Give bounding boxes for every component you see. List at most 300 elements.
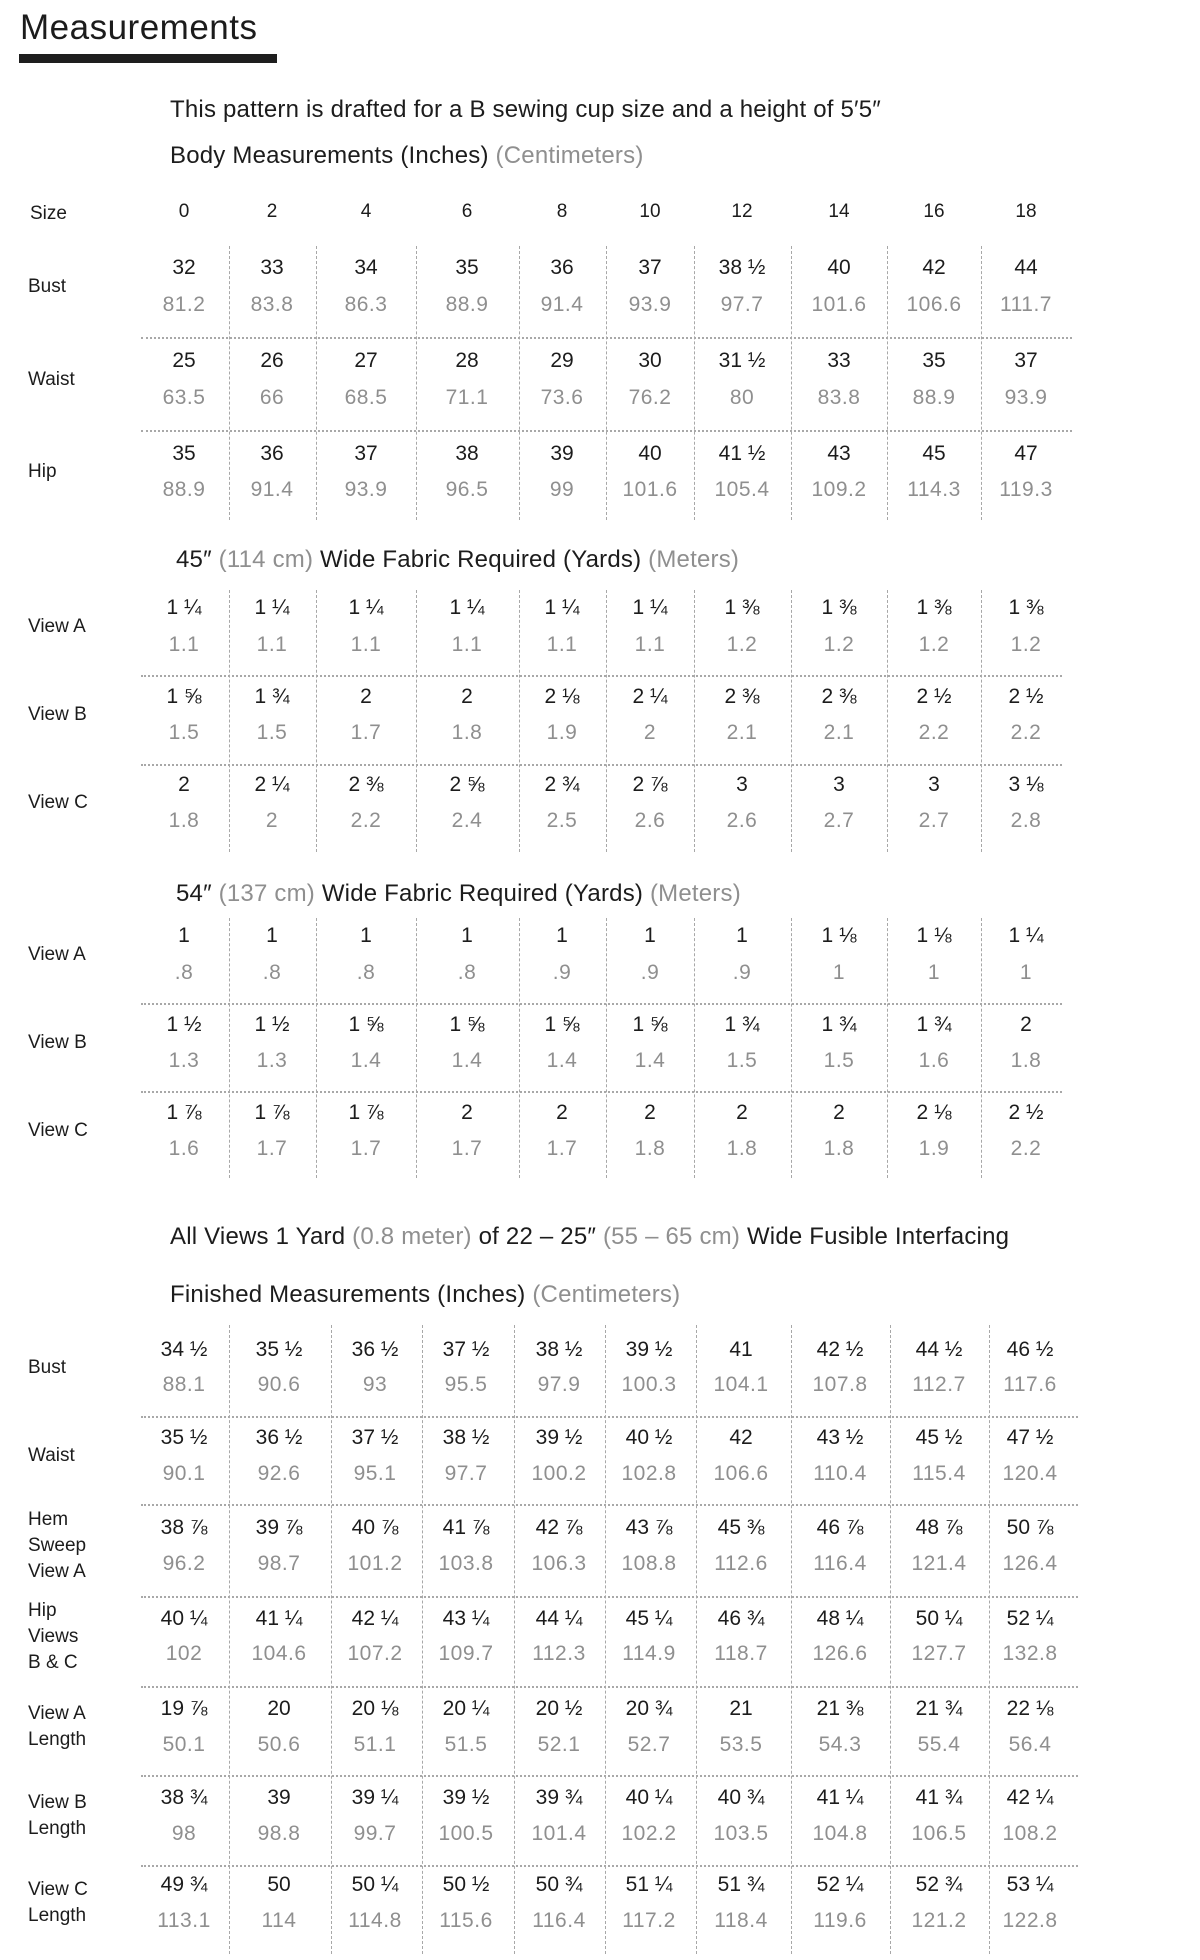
imperial-value: 33: [827, 349, 851, 372]
metric-value: 90.1: [162, 1462, 206, 1485]
imperial-value: 2 ⅛: [544, 685, 580, 708]
imperial-value: 35: [172, 442, 196, 465]
metric-value: 98: [171, 1822, 197, 1845]
metric-value: 120.4: [1002, 1462, 1058, 1485]
imperial-value: 2 ¼: [632, 685, 668, 708]
imperial-value: 2: [833, 1101, 845, 1124]
column-divider: [316, 590, 317, 852]
row-divider: [141, 1504, 1078, 1506]
column-divider: [229, 1325, 230, 1954]
metric-value: 2.2: [1010, 1137, 1042, 1160]
metric-value: 114: [261, 1909, 297, 1932]
metric-value: 1.7: [350, 721, 382, 744]
imperial-value: 45: [922, 442, 946, 465]
column-divider: [887, 590, 888, 852]
metric-value: 1.9: [918, 1137, 950, 1160]
imperial-value: 1: [461, 924, 473, 947]
metric-value: 1.7: [350, 1137, 382, 1160]
column-divider: [229, 246, 230, 520]
metric-value: 2.2: [918, 721, 950, 744]
metric-value: 1.8: [726, 1137, 758, 1160]
imperial-value: 2 ¼: [254, 773, 290, 796]
metric-value: 2.1: [726, 721, 758, 744]
row-label: [28, 274, 66, 300]
column-divider: [791, 918, 792, 1178]
imperial-value: 36 ½: [351, 1338, 399, 1361]
imperial-value: 45 ½: [915, 1426, 963, 1449]
imperial-value: 3 ⅛: [1008, 773, 1044, 796]
column-divider: [606, 918, 607, 1178]
imperial-value: 26: [260, 349, 284, 372]
metric-value: 102: [165, 1642, 203, 1665]
imperial-value: 40 ⅞: [351, 1516, 399, 1539]
fabric-54-heading: [176, 879, 741, 909]
imperial-value: 32: [172, 256, 196, 279]
size-header: 4: [360, 201, 372, 222]
metric-value: 1.6: [168, 1137, 200, 1160]
metric-value: .9: [732, 961, 752, 984]
metric-value: 1.8: [168, 809, 200, 832]
metric-value: 1.5: [823, 1049, 855, 1072]
imperial-value: 40 ¼: [160, 1607, 208, 1630]
metric-value: 81.2: [162, 293, 206, 316]
column-divider: [316, 246, 317, 520]
imperial-value: 34: [354, 256, 378, 279]
metric-value: 1.4: [546, 1049, 578, 1072]
imperial-value: 37 ½: [442, 1338, 490, 1361]
metric-value: 100.3: [621, 1373, 677, 1396]
imperial-value: 41 ¼: [255, 1607, 303, 1630]
metric-value: 104.8: [812, 1822, 868, 1845]
heading-metric-part: (55 – 65 cm): [602, 1223, 747, 1250]
imperial-value: 2: [461, 1101, 473, 1124]
imperial-value: 1 ¼: [449, 596, 485, 619]
metric-value: 88.9: [912, 386, 956, 409]
row-label-line: Sweep: [28, 1535, 87, 1556]
column-divider: [416, 918, 417, 1178]
metric-value: 83.8: [817, 386, 861, 409]
imperial-value: 44 ½: [915, 1338, 963, 1361]
row-divider: [141, 1091, 1062, 1093]
metric-value: 1: [927, 961, 941, 984]
page-title: Measurements: [20, 8, 258, 47]
pattern-intro: This pattern is drafted for a B sewing cup size and a height of 5′5″: [170, 96, 881, 123]
metric-value: 103.5: [713, 1822, 769, 1845]
metric-value: 95.5: [444, 1373, 488, 1396]
metric-value: 2.5: [546, 809, 578, 832]
imperial-value: 1 ⅜: [821, 596, 857, 619]
imperial-value: 50 ¼: [915, 1607, 963, 1630]
imperial-value: 35: [455, 256, 479, 279]
heading-part: All Views 1 Yard: [170, 1223, 353, 1250]
metric-value: 1.5: [168, 721, 200, 744]
metric-value: 1: [832, 961, 846, 984]
imperial-value: 20 ⅛: [351, 1697, 399, 1720]
imperial-value: 2: [178, 773, 190, 796]
metric-value: 119.6: [813, 1909, 867, 1932]
metric-value: 96.2: [162, 1552, 206, 1575]
imperial-value: 40 ½: [625, 1426, 673, 1449]
imperial-value: 48 ⅞: [915, 1516, 963, 1539]
column-divider: [519, 590, 520, 852]
row-label-line: View B: [28, 704, 87, 725]
metric-value: 117.6: [1003, 1373, 1057, 1396]
imperial-value: 48 ¼: [816, 1607, 864, 1630]
metric-value: 1.7: [451, 1137, 483, 1160]
imperial-value: 2: [1020, 1013, 1032, 1036]
metric-value: 110.4: [813, 1462, 867, 1485]
imperial-value: 40: [827, 256, 851, 279]
imperial-value: 39 ½: [442, 1786, 490, 1809]
metric-value: 71.1: [445, 386, 489, 409]
row-label-line: Waist: [28, 368, 75, 390]
imperial-value: 1 ⅞: [254, 1101, 290, 1124]
metric-value: 118.7: [714, 1642, 768, 1665]
imperial-value: 39 ½: [625, 1338, 673, 1361]
imperial-value: 38: [455, 442, 479, 465]
metric-value: 1.1: [350, 633, 382, 656]
row-divider: [141, 764, 1062, 766]
metric-value: 114.8: [348, 1909, 402, 1932]
row-label-line: Length: [28, 1818, 87, 1839]
row-label-line: View C: [28, 792, 88, 813]
imperial-value: 46 ½: [1006, 1338, 1054, 1361]
imperial-value: 28: [455, 349, 479, 372]
metric-value: 100.5: [438, 1822, 494, 1845]
metric-value: 112.7: [912, 1373, 966, 1396]
row-label: [28, 1877, 88, 1929]
metric-value: 90.6: [257, 1373, 301, 1396]
metric-value: 73.6: [540, 386, 584, 409]
imperial-value: 1 ¼: [544, 596, 580, 619]
imperial-value: 47: [1014, 442, 1038, 465]
metric-value: 2.2: [350, 809, 382, 832]
metric-value: 51.1: [353, 1733, 397, 1756]
imperial-value: 20 ½: [535, 1697, 583, 1720]
metric-value: 103.8: [438, 1552, 494, 1575]
imperial-value: 2: [556, 1101, 568, 1124]
imperial-value: 31 ½: [718, 349, 766, 372]
column-divider: [519, 246, 520, 520]
imperial-value: 33: [260, 256, 284, 279]
metric-value: 112.6: [714, 1552, 768, 1575]
metric-value: 1.8: [823, 1137, 855, 1160]
row-label: [28, 1355, 66, 1381]
metric-value: 2.6: [634, 809, 666, 832]
metric-value: 114.9: [622, 1642, 676, 1665]
metric-value: .8: [457, 961, 477, 984]
imperial-value: 2 ⅜: [348, 773, 384, 796]
metric-value: .9: [640, 961, 660, 984]
heading-inches: Finished Measurements (Inches): [170, 1281, 526, 1308]
metric-value: 99.7: [353, 1822, 397, 1845]
imperial-value: 25: [172, 349, 196, 372]
imperial-value: 46 ⅞: [816, 1516, 864, 1539]
row-label: [28, 1790, 87, 1842]
metric-value: 122.8: [1002, 1909, 1058, 1932]
imperial-value: 2 ⅝: [449, 773, 485, 796]
row-label: [28, 1507, 86, 1585]
imperial-value: 1 ⅝: [544, 1013, 580, 1036]
row-label: [28, 702, 87, 728]
heading-part: 54″: [176, 880, 219, 907]
metric-value: 98.8: [257, 1822, 301, 1845]
metric-value: 1.2: [918, 633, 950, 656]
metric-value: 1.7: [256, 1137, 288, 1160]
metric-value: 114.3: [907, 478, 961, 501]
imperial-value: 2 ⅛: [916, 1101, 952, 1124]
row-label: [28, 1030, 87, 1056]
metric-value: 116.4: [532, 1909, 586, 1932]
metric-value: 112.3: [532, 1642, 586, 1665]
metric-value: 97.7: [720, 293, 764, 316]
row-label-line: Waist: [28, 1445, 75, 1466]
metric-value: 104.1: [713, 1373, 769, 1396]
imperial-value: 20: [267, 1697, 291, 1720]
metric-value: 104.6: [251, 1642, 307, 1665]
imperial-value: 1 ¼: [632, 596, 668, 619]
imperial-value: 2 ½: [916, 685, 952, 708]
imperial-value: 38 ⅞: [160, 1516, 208, 1539]
imperial-value: 1 ¼: [1008, 924, 1044, 947]
metric-value: 93: [362, 1373, 388, 1396]
row-divider: [141, 1003, 1062, 1005]
imperial-value: 2: [360, 685, 372, 708]
metric-value: 116.4: [813, 1552, 867, 1575]
metric-value: 1.4: [634, 1049, 666, 1072]
column-divider: [887, 918, 888, 1178]
imperial-value: 21 ¾: [915, 1697, 963, 1720]
row-label-line: View A: [28, 943, 86, 965]
imperial-value: 1 ¾: [254, 685, 290, 708]
metric-value: 88.1: [162, 1373, 206, 1396]
imperial-value: 51 ¾: [717, 1873, 765, 1896]
imperial-value: 3: [928, 773, 940, 796]
row-label-line: View C: [28, 1879, 88, 1900]
metric-value: 55.4: [917, 1733, 961, 1756]
imperial-value: 1 ⅜: [724, 596, 760, 619]
metric-value: 1.2: [1010, 633, 1042, 656]
column-divider: [416, 246, 417, 520]
metric-value: 68.5: [344, 386, 388, 409]
size-header: 12: [731, 201, 753, 222]
imperial-value: 1: [736, 924, 748, 947]
metric-value: 96.5: [445, 478, 489, 501]
imperial-value: 50 ¼: [351, 1873, 399, 1896]
row-divider: [141, 1775, 1078, 1777]
imperial-value: 39 ½: [535, 1426, 583, 1449]
imperial-value: 46 ¾: [717, 1607, 765, 1630]
imperial-value: 37 ½: [351, 1426, 399, 1449]
heading-part: Wide Fabric Required (Yards): [321, 880, 650, 907]
heading-inches: Body Measurements (Inches): [170, 142, 489, 169]
imperial-value: 51 ¼: [625, 1873, 673, 1896]
imperial-value: 39: [267, 1786, 291, 1809]
imperial-value: 2 ½: [1008, 685, 1044, 708]
imperial-value: 40 ¼: [625, 1786, 673, 1809]
metric-value: .8: [174, 961, 194, 984]
imperial-value: 1 ¼: [348, 596, 384, 619]
metric-value: 97.7: [444, 1462, 488, 1485]
imperial-value: 3: [833, 773, 845, 796]
metric-value: 109.7: [438, 1642, 494, 1665]
imperial-value: 50 ⅞: [1006, 1516, 1054, 1539]
imperial-value: 44: [1014, 256, 1038, 279]
metric-value: 105.4: [714, 478, 770, 501]
metric-value: 1.6: [918, 1049, 950, 1072]
column-divider: [316, 918, 317, 1178]
imperial-value: 21 ⅜: [816, 1697, 864, 1720]
metric-value: 108.2: [1002, 1822, 1058, 1845]
imperial-value: 1 ⅛: [916, 924, 952, 947]
metric-value: 91.4: [250, 478, 294, 501]
heading-centimeters: (Centimeters): [495, 142, 644, 169]
metric-value: 1.9: [546, 721, 578, 744]
metric-value: 118.4: [714, 1909, 768, 1932]
column-divider: [989, 1325, 990, 1954]
row-label: [28, 1118, 88, 1144]
row-label-line: View A: [28, 1703, 86, 1724]
row-label: [28, 942, 86, 968]
row-label-line: Length: [28, 1729, 87, 1750]
imperial-value: 2 ⅜: [821, 685, 857, 708]
imperial-value: 1: [644, 924, 656, 947]
imperial-value: 2 ¾: [544, 773, 580, 796]
metric-value: 111.7: [1000, 293, 1052, 316]
imperial-value: 35: [922, 349, 946, 372]
imperial-value: 1 ⅝: [449, 1013, 485, 1036]
metric-value: 93.9: [1004, 386, 1048, 409]
metric-value: 53.5: [719, 1733, 763, 1756]
metric-value: 98.7: [257, 1552, 301, 1575]
imperial-value: 29: [550, 349, 574, 372]
metric-value: 126.6: [812, 1642, 868, 1665]
metric-value: 106.5: [911, 1822, 967, 1845]
metric-value: 51.5: [444, 1733, 488, 1756]
metric-value: 106.3: [531, 1552, 587, 1575]
metric-value: 88.9: [445, 293, 489, 316]
column-divider: [887, 246, 888, 520]
imperial-value: 1 ¾: [916, 1013, 952, 1036]
metric-value: 101.4: [531, 1822, 587, 1845]
metric-value: 56.4: [1008, 1733, 1052, 1756]
row-label-line: View A: [28, 1561, 86, 1582]
imperial-value: 42: [729, 1426, 753, 1449]
metric-value: 2.8: [1010, 809, 1042, 832]
metric-value: 115.6: [439, 1909, 493, 1932]
imperial-value: 37: [638, 256, 662, 279]
metric-value: 1.1: [256, 633, 288, 656]
imperial-value: 42 ¼: [351, 1607, 399, 1630]
metric-value: .8: [356, 961, 376, 984]
metric-value: 99: [549, 478, 575, 501]
row-label-line: Bust: [28, 1356, 67, 1378]
imperial-value: 34 ½: [160, 1338, 208, 1361]
imperial-value: 1: [266, 924, 278, 947]
size-header: 14: [828, 201, 850, 222]
imperial-value: 39 ⅞: [255, 1516, 303, 1539]
metric-value: 66: [259, 386, 285, 409]
imperial-value: 1 ¾: [724, 1013, 760, 1036]
imperial-value: 1: [178, 924, 190, 947]
imperial-value: 1 ⅝: [166, 685, 202, 708]
heading-part: Wide Fabric Required (Yards): [320, 546, 649, 573]
imperial-value: 52 ¼: [1006, 1607, 1054, 1630]
column-divider: [791, 1325, 792, 1954]
column-divider: [890, 1325, 891, 1954]
metric-value: 127.7: [911, 1642, 967, 1665]
imperial-value: 2: [736, 1101, 748, 1124]
column-divider: [331, 1325, 332, 1954]
metric-value: 117.2: [622, 1909, 676, 1932]
row-label-line: Hem: [28, 1509, 69, 1530]
imperial-value: 52 ¼: [816, 1873, 864, 1896]
imperial-value: 41: [729, 1338, 753, 1361]
metric-value: 101.6: [811, 293, 867, 316]
row-divider: [141, 1596, 1078, 1598]
metric-value: 1.5: [256, 721, 288, 744]
imperial-value: 2 ½: [1008, 1101, 1044, 1124]
imperial-value: 43 ½: [816, 1426, 864, 1449]
metric-value: 1: [1019, 961, 1033, 984]
row-label-line: Hip: [28, 1599, 57, 1621]
imperial-value: 50 ½: [442, 1873, 490, 1896]
metric-value: 95.1: [353, 1462, 397, 1485]
column-divider: [422, 1325, 423, 1954]
metric-value: 80: [729, 386, 755, 409]
imperial-value: 38 ½: [718, 256, 766, 279]
imperial-value: 36 ½: [255, 1426, 303, 1449]
imperial-value: 1 ½: [254, 1013, 290, 1036]
metric-value: 1.7: [546, 1137, 578, 1160]
imperial-value: 1 ⅜: [1008, 596, 1044, 619]
metric-value: 2.7: [918, 809, 950, 832]
row-divider: [141, 1686, 1078, 1688]
row-divider: [141, 1416, 1078, 1418]
metric-value: 91.4: [540, 293, 584, 316]
metric-value: 1.4: [451, 1049, 483, 1072]
heading-centimeters: (Centimeters): [532, 1281, 681, 1308]
column-divider: [981, 918, 982, 1178]
row-label-line: Views: [28, 1625, 79, 1647]
heading-metric-part: (Meters): [648, 546, 740, 573]
metric-value: 63.5: [162, 386, 206, 409]
row-label-line: Hip: [28, 461, 57, 482]
metric-value: 88.9: [162, 478, 206, 501]
metric-value: 1.8: [1010, 1049, 1042, 1072]
imperial-value: 1: [556, 924, 568, 947]
column-divider: [229, 590, 230, 852]
metric-value: 1.8: [451, 721, 483, 744]
metric-value: 102.2: [621, 1822, 677, 1845]
imperial-value: 43 ¼: [442, 1607, 490, 1630]
column-divider: [605, 1325, 606, 1954]
metric-value: 76.2: [628, 386, 672, 409]
metric-value: 50.6: [257, 1733, 301, 1756]
metric-value: 1.8: [634, 1137, 666, 1160]
imperial-value: 21: [729, 1697, 753, 1720]
row-label-line: B & C: [28, 1651, 78, 1673]
fabric-45-heading: [176, 545, 739, 575]
metric-value: 2.4: [451, 809, 483, 832]
imperial-value: 38 ½: [442, 1426, 490, 1449]
metric-value: 86.3: [344, 293, 388, 316]
imperial-value: 50: [267, 1873, 291, 1896]
column-divider: [696, 1325, 697, 1954]
heading-metric-part: (Meters): [649, 880, 741, 907]
row-label: [28, 1701, 86, 1753]
column-divider: [606, 246, 607, 520]
